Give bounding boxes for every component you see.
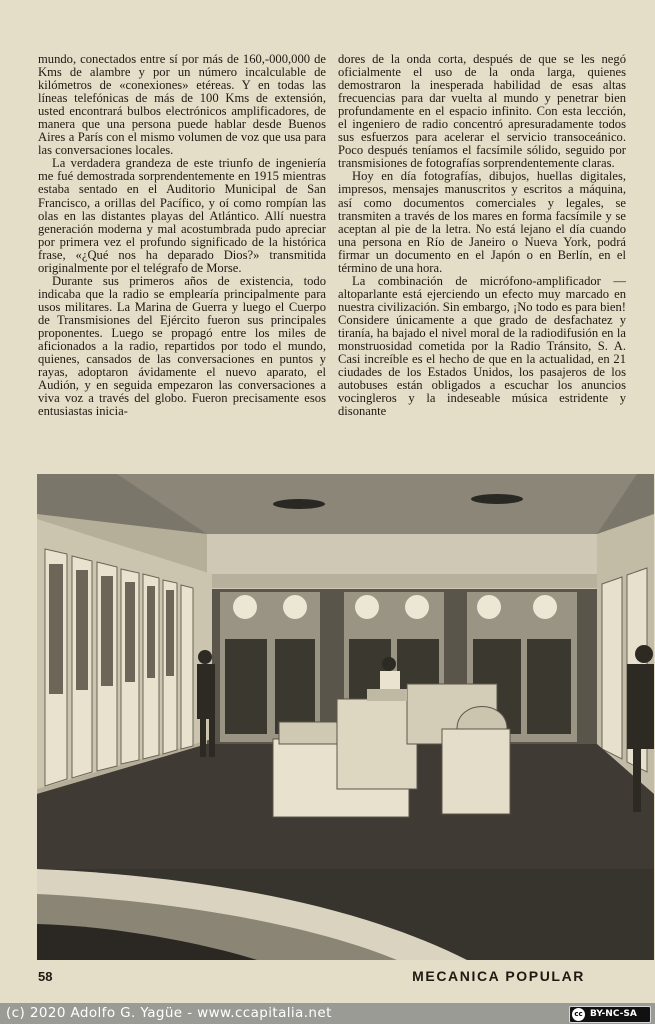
creative-commons-icon: cc [572, 1008, 585, 1021]
watermark-bar [0, 1003, 655, 1024]
paragraph: La combinación de micrófono-amplificador —altoparlante está ejerciendo un efecto muy marcado en nuestra civilización. Sin embargo, ¡No todo es para bien! Considere únicamente a que grado de desfachatez y tiranía, ha bajado el nivel moral de la radiodifusión en la monstruosidad cometida por la Radio Tránsito, S. A. Casi increíble es el hecho de que en la actualidad, en 21 ciudades de los Estados Unidos, los pasajeros de los autobuses están obligados a escuchar los anuncios vocingleros y la indeseable música estridente y disonante [338, 273, 626, 419]
license-label: BY-NC-SA [590, 1009, 637, 1019]
page-number: 58 [38, 969, 53, 984]
copyright-text: (c) 2020 Adolfo G. Yagüe - www.ccapitalia.net [6, 1005, 332, 1021]
right-text-column [338, 53, 626, 418]
paragraph: La verdadera grandeza de este triunfo de ingeniería me fué demostrada sorprendentemente en 1915 mientras estaba sentado en el Auditorio Municipal de San Francisco, a orillas del Pacífico, y oí como rompían las olas en las distantes playas del Atlántico. Allí nuestra generación moderna y mal acostumbrada pudo apreciar por primera vez el profundo significado de la histórica frase, «¿Qué nos ha deparado Dios?» transmitida originalmente por el telégrafo de Morse. [38, 156, 326, 275]
paragraph: mundo, conectados entre sí por más de 160,-000,000 de Kms de alambre y por un número incalculable de kilómetros de «conexiones» etéreas. Y en todas las líneas telefónicas de más de 100 Kms de extensión, usted encontrará bulbos electrónicos amplificadores, de manera que una persona puede hablar desde Buenos Aires a París con el mismo volumen de voz que usa para las conversaciones locales. [38, 52, 326, 158]
license-badge [569, 1006, 651, 1023]
equipment-room-photo [37, 474, 654, 960]
magazine-title: MECANICA POPULAR [412, 968, 585, 984]
paragraph: Hoy en día fotografías, dibujos, huellas digitales, impresos, mensajes manuscritos y escritos a máquina, así como documentos comerciales y legales, se transmiten a través de los mares en forma facsímile y se aceptan al pie de la letra. No está lejano el día cuando una persona en Río de Janeiro o Nueva York, podrá firmar un documento en el Japón o en Berlín, en el término de una hora. [338, 169, 626, 275]
left-text-column [38, 53, 326, 418]
paragraph: Durante sus primeros años de existencia, todo indicaba que la radio se emplearía principalmente para usos militares. La Marina de Guerra y luego el Cuerpo de Transmisiones del Ejército fueron sus principales proponentes. Luego se propagó entre los miles de aficionados a la radio, repartidos por todo el mundo, quienes, cansados de las conversaciones en puntos y rayas, adoptaron ávidamente el nuevo aparato, el Audión, y en seguida empezaron las conversaciones a viva voz a través del globo. Fueron precisamente esos entusiastas inicia- [38, 273, 326, 419]
paragraph: dores de la onda corta, después de que se les negó oficialmente el uso de la onda larga, quienes demostraron la inesperada habilidad de esas altas frecuencias para dar vuelta al mundo y penetrar bien profundamente en el espacio infinito. Con esta lección, el ingeniero de radio concentró apresuradamente todos sus esfuerzos para acelerar el servicio transoceánico. Poco después teníamos el facsímile sólido, seguido por transmisiones de fotografías sorprendentemente claras. [338, 52, 626, 171]
